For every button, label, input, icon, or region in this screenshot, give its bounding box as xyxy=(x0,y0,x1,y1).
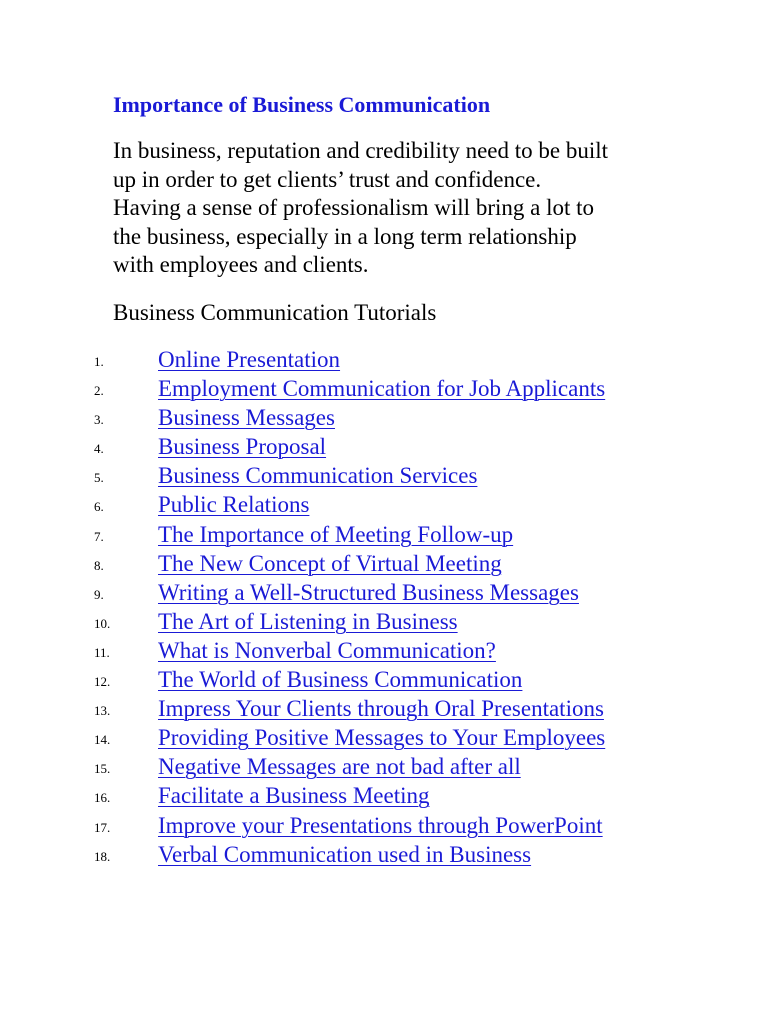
list-item-number: 11. xyxy=(94,644,110,660)
tutorial-link[interactable]: The Importance of Meeting Follow-up xyxy=(158,521,514,547)
tutorial-link[interactable]: Improve your Presentations through PowerPoint xyxy=(158,812,603,838)
tutorial-link[interactable]: The Art of Listening in Business xyxy=(158,608,458,634)
tutorial-link[interactable]: The World of Business Communication xyxy=(158,667,523,693)
list-item-number: 7. xyxy=(94,528,104,544)
list-item-number: 2. xyxy=(94,383,104,399)
list-item xyxy=(0,636,768,665)
list-item xyxy=(0,840,768,869)
tutorial-link[interactable]: Business Messages xyxy=(158,405,335,431)
intro-line: the business, especially in a long term relationship xyxy=(113,223,577,249)
list-item-number: 16. xyxy=(94,790,111,806)
list-item xyxy=(0,752,768,781)
tutorial-link[interactable]: Providing Positive Messages to Your Employees xyxy=(158,725,606,751)
list-item xyxy=(0,432,768,461)
list-item-number: 10. xyxy=(94,615,111,631)
list-item xyxy=(0,461,768,490)
page-title: Importance of Business Communication xyxy=(113,92,491,117)
list-item xyxy=(0,345,768,374)
list-item-number: 9. xyxy=(94,586,104,602)
list-item xyxy=(0,607,768,636)
list-item xyxy=(0,490,768,519)
tutorial-link[interactable]: What is Nonverbal Communication? xyxy=(158,637,496,663)
list-item xyxy=(0,549,768,578)
list-item xyxy=(0,694,768,723)
tutorials-heading: Business Communication Tutorials xyxy=(113,300,437,325)
list-item-number: 1. xyxy=(94,354,104,369)
list-item xyxy=(0,374,768,403)
list-item-number: 15. xyxy=(94,761,111,777)
list-item xyxy=(0,578,768,607)
list-item xyxy=(0,403,768,432)
list-item xyxy=(0,723,768,752)
tutorial-link[interactable]: Verbal Communication used in Business xyxy=(158,841,532,867)
tutorial-link[interactable]: Negative Messages are not bad after all xyxy=(158,754,521,780)
list-item-number: 14. xyxy=(94,732,111,748)
tutorial-link[interactable]: Public Relations xyxy=(158,492,310,518)
list-item-number: 3. xyxy=(94,412,104,428)
tutorial-link[interactable]: Facilitate a Business Meeting xyxy=(158,783,430,809)
tutorial-link[interactable]: Business Communication Services xyxy=(158,463,478,489)
intro-line: In business, reputation and credibility need to be built xyxy=(113,138,609,163)
tutorial-link[interactable]: Business Proposal xyxy=(158,434,327,460)
intro-line: Having a sense of professionalism will bring a lot to xyxy=(113,195,595,221)
list-item-number: 8. xyxy=(94,557,104,573)
tutorial-link[interactable]: The New Concept of Virtual Meeting xyxy=(158,550,502,576)
list-item-number: 13. xyxy=(94,703,111,719)
list-item-number: 18. xyxy=(94,848,111,864)
intro-paragraph xyxy=(113,137,673,280)
tutorial-link[interactable]: Online Presentation xyxy=(158,347,341,372)
tutorial-link[interactable]: Writing a Well-Structured Business Messages xyxy=(158,579,579,605)
list-item xyxy=(0,781,768,810)
intro-line: up in order to get clients’ trust and confidence. xyxy=(113,166,542,192)
list-item-number: 5. xyxy=(94,470,104,486)
list-item-number: 12. xyxy=(94,674,111,690)
list-item-number: 6. xyxy=(94,499,104,515)
tutorial-link[interactable]: Employment Communication for Job Applicants xyxy=(158,376,606,402)
list-item xyxy=(0,520,768,549)
list-item xyxy=(0,811,768,840)
tutorials-list xyxy=(0,345,768,869)
list-item xyxy=(0,665,768,694)
intro-line: with employees and clients. xyxy=(113,252,369,278)
tutorial-link[interactable]: Impress Your Clients through Oral Presentations xyxy=(158,696,604,722)
list-item-number: 17. xyxy=(94,819,111,835)
list-item-number: 4. xyxy=(94,441,104,457)
